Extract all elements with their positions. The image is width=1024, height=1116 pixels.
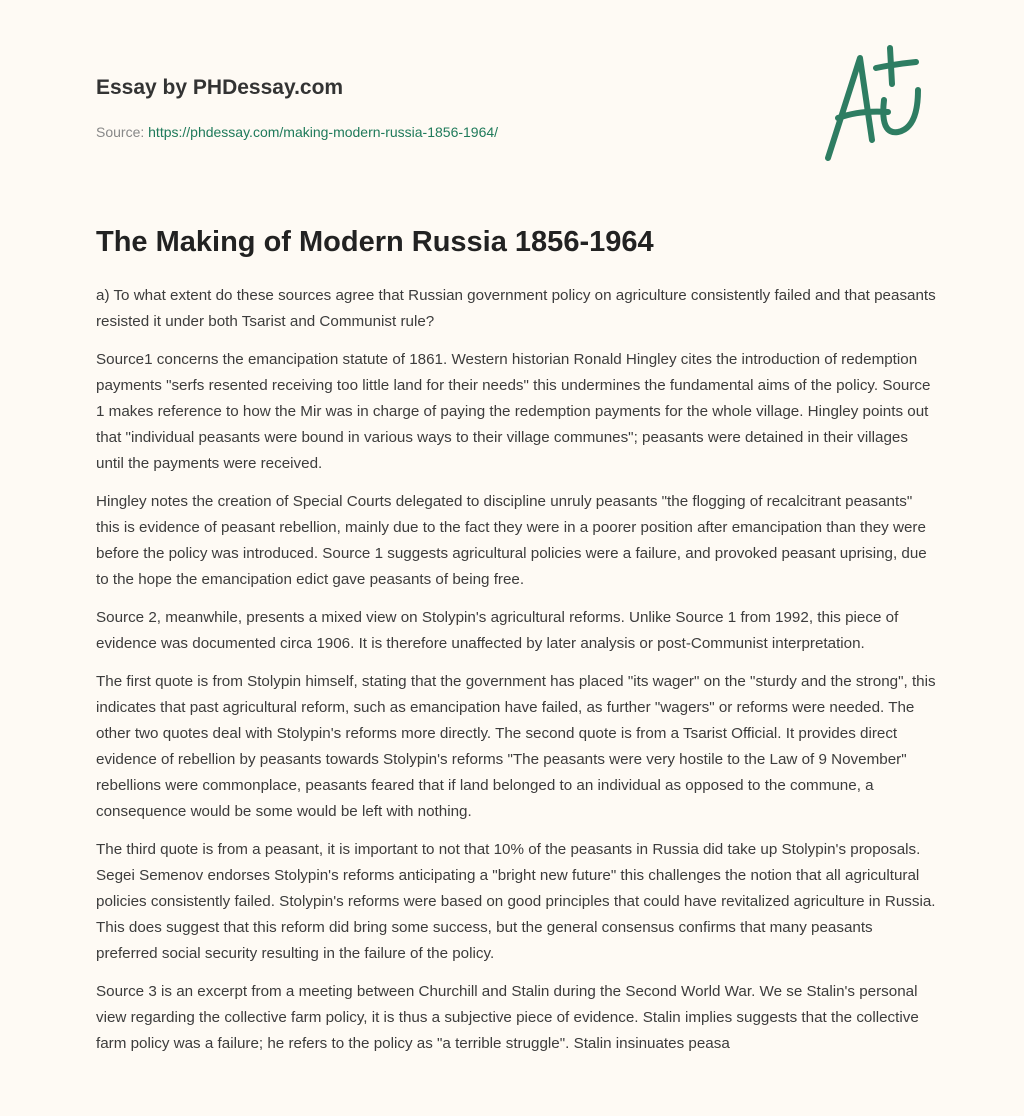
site-title: Essay by PHDessay.com [96,76,344,99]
paragraph: The third quote is from a peasant, it is important to not that 10% of the peasants in Russia did take up Stolypin's proposals. Segei Semenov endorses Stolypin's reforms anticipating a "bright new future" this challenges the notion that all agricultural policies consistently failed. Stolypin's reforms were based on good principles that could have revitalized agriculture in Russia. This does suggest that this reform did bring some success, but the general consensus confirms that many peasants preferred social security resulting in the failure of the policy. [96,841,936,962]
paragraph: Source1 concerns the emancipation statute of 1861. Western historian Ronald Hingley cites the introduction of redemption payments "serfs resented receiving too little land for their needs" this undermines the fundamental aims of the policy. Source 1 makes reference to how the Mir was in charge of paying the redemption payments for the whole village. Hingley points out that "individual peasants were bound in various ways to their village communes"; peasants were detained in their villages until the payments were received. [96,351,931,472]
paragraph: Source 2, meanwhile, presents a mixed view on Stolypin's agricultural reforms. Unlike Source 1 from 1992, this piece of evidence was documented circa 1906. It is therefore unaffected by later analysis or post-Communist interpretation. [96,609,899,652]
essay-title: The Making of Modern Russia 1856-1964 [96,226,654,258]
paragraph: Source 3 is an excerpt from a meeting between Churchill and Stalin during the Second World War. We se Stalin's personal view regarding the collective farm policy, it is thus a subjective piece of evidence. Stalin implies suggests that the collective farm policy was a failure; he refers to the policy as "a terrible struggle". Stalin insinuates peasa [96,983,919,1052]
essay-body [96,283,938,1069]
source-link[interactable]: https://phdessay.com/making-modern-russia-1856-1964/ [148,124,499,140]
a-plus-logo-icon [820,40,930,165]
paragraph: Hingley notes the creation of Special Courts delegated to discipline unruly peasants "the flogging of recalcitrant peasants" this is evidence of peasant rebellion, mainly due to the fact they were in a poorer position after emancipation than they were before the policy was introduced. Source 1 suggests agricultural policies were a failure, and provoked peasant uprising, due to the hope the emancipation edict gave peasants of being free. [96,493,927,588]
paragraph: a) To what extent do these sources agree that Russian government policy on agriculture consistently failed and that peasants resisted it under both Tsarist and Communist rule? [96,287,936,330]
source-label: Source: [96,124,145,140]
paragraph: The first quote is from Stolypin himself, stating that the government has placed "its wager" on the "sturdy and the strong", this indicates that past agricultural reform, such as emancipation have failed, as further "wagers" or reforms were needed. The other two quotes deal with Stolypin's reforms more directly. The second quote is from a Tsarist Official. It provides direct evidence of rebellion by peasants towards Stolypin's reforms "The peasants were very hostile to the Law of 9 November" rebellions were commonplace, peasants feared that if land belonged to an individual as opposed to the commune, a consequence would be some would be left with nothing. [96,673,936,820]
source-line [96,124,498,140]
